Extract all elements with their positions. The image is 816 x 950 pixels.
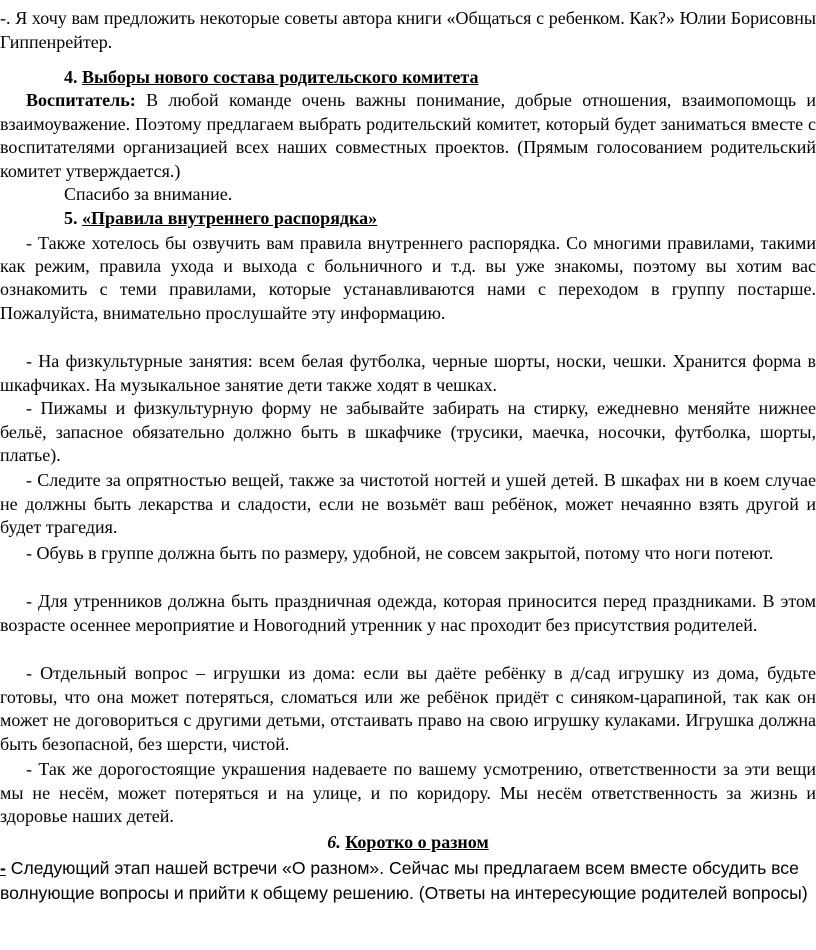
- rule-text: - Пижамы и физкультурную форму не забывайте забирать на стирку, ежедневно меняйте нижнее бельё, запасное обязательно должно быть в шкафчике (трусики, маечка, носочки, футболка, шорты, платье).: [0, 398, 816, 466]
- section6-number: 6.: [327, 832, 341, 852]
- rule-text: - На физкультурные занятия: всем белая футболка, черные шорты, носки, чешки. Хранится форма в шкафчиках. На музыкальное занятие дети также ходят в чешках.: [0, 351, 816, 395]
- section4-paragraph: [0, 89, 816, 183]
- rule-text: - Для утренников должна быть праздничная одежда, которая приносится перед праздниками. В этом возрасте осеннее мероприятие и Новогодний утренник у нас проходит без присутствия родителей.: [0, 591, 816, 635]
- section5-heading: [64, 207, 377, 230]
- rule-paragraph: [0, 590, 816, 637]
- section4-text: В любой команде очень важны понимание, добрые отношения, взаимопомощь и взаимоуважение. Поэтому предлагаем выбрать родительский комитет, который будет заниматься вместе с воспитателями организацией всех наших совместных проектов. (Прямым голосованием родительский комитет утверждается.): [0, 90, 816, 181]
- section6-dash: -: [0, 858, 6, 878]
- rule-paragraph: [0, 397, 816, 468]
- section6-paragraph: [0, 856, 816, 905]
- rule-text: - Следите за опрятностью вещей, также за чистотой ногтей и ушей детей. В шкафах ни в коем случае не должны быть лекарства и сладости, если не возьмёт ваш ребёнок, может нечаянно взять другой и будет трагедия.: [0, 470, 816, 538]
- section4-title: Выборы нового состава родительского комитета: [82, 67, 479, 87]
- section5-title: «Правила внутреннего распорядка»: [82, 208, 378, 228]
- section5-number: 5.: [64, 208, 78, 228]
- rule-paragraph: [0, 758, 816, 829]
- speaker-label: Воспитатель:: [26, 90, 136, 110]
- rule-paragraph: [0, 232, 816, 325]
- rule-text: - Обувь в группе должна быть по размеру, удобной, не совсем закрытой, потому что ноги потеют.: [26, 543, 774, 563]
- section4-number: 4.: [64, 67, 78, 87]
- section6-title: Коротко о разном: [345, 832, 489, 852]
- rule-paragraph: [0, 350, 816, 397]
- thanks-line: [64, 183, 816, 207]
- rule-paragraph: [0, 542, 816, 566]
- thanks-text: Спасибо за внимание.: [64, 184, 233, 204]
- section4-heading: [64, 66, 478, 89]
- section6-heading: [0, 831, 816, 854]
- rule-paragraph: [0, 469, 816, 540]
- rule-text: - Так же дорогостоящие украшения надеваете по вашему усмотрению, ответственности за эти вещи мы не несём, может потеряться и на улице, и по коридору. Мы несём ответственность за жизнь и здоровье наших детей.: [0, 759, 816, 827]
- intro-paragraph: [0, 7, 816, 54]
- rule-text: - Также хотелось бы озвучить вам правила внутреннего распорядка. Со многими правилами, такими как режим, правила ухода и выхода с больничного и т.д. вы уже знакомы, поэтому вы хотим вас ознакомить с теми правилами, которые устанавливаются нами с переходом в группу постарше. Пожалуйста, внимательно прослушайте эту информацию.: [0, 233, 816, 323]
- intro-text: -. Я хочу вам предложить некоторые советы автора книги «Общаться с ребенком. Как?» Юлии Борисовны Гиппенрейтер.: [0, 8, 816, 52]
- rule-paragraph: [0, 662, 816, 756]
- rule-text: - Отдельный вопрос – игрушки из дома: если вы даёте ребёнку в д/сад игрушку из дома, будьте готовы, что она может потеряться, сломаться или же ребёнок придёт с синяком-царапиной, так как он может не договориться с другими детьми, отстаивать право на свою игрушку кулаками. Игрушка должна быть безопасной, без шерсти, чистой.: [0, 663, 816, 754]
- section6-text: Следующий этап нашей встречи «О разном». Сейчас мы предлагаем всем вместе обсудить все волнующие вопросы и прийти к общему решению. (Ответы на интересующие родителей вопросы): [0, 858, 808, 903]
